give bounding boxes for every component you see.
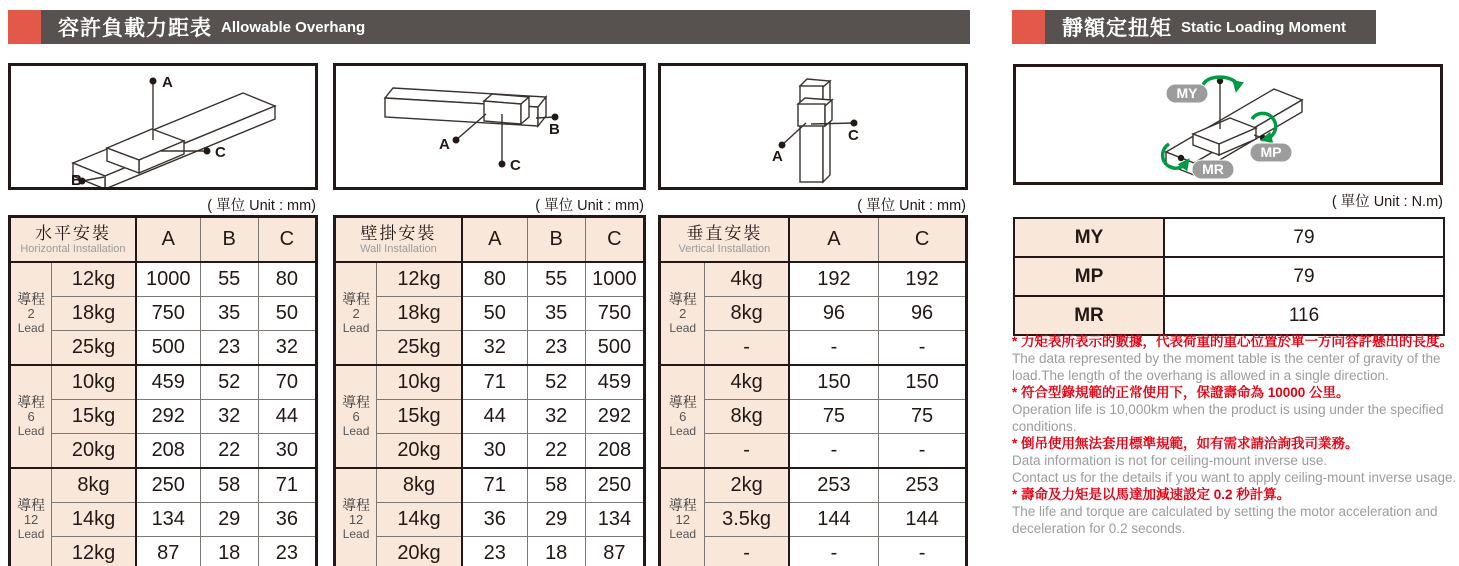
value-c: 500: [585, 331, 644, 366]
col-header-a: A: [462, 217, 527, 263]
load-cell: 15kg: [377, 400, 462, 434]
table-horizontal-installation: [8, 215, 318, 566]
diagram-static-loading-moment: [1013, 64, 1443, 185]
value-a: 80: [462, 262, 527, 297]
lead-group-cell: 導程 2 Lead: [335, 262, 377, 365]
unit-label-mm: ( 單位 Unit : mm): [207, 198, 316, 214]
load-cell: 14kg: [52, 503, 136, 537]
col-header-a: A: [789, 217, 879, 263]
accent-square: [8, 10, 41, 44]
value-b: 55: [200, 262, 258, 297]
value-c: -: [879, 434, 967, 469]
value-c: 80: [258, 262, 316, 297]
value-b: 18: [200, 537, 258, 566]
col-header-c: C: [258, 217, 316, 263]
value-b: 22: [527, 434, 585, 469]
value-a: 500: [136, 331, 200, 366]
value-b: 32: [527, 400, 585, 434]
value-c: 75: [879, 400, 967, 434]
table-wall-installation: [333, 215, 646, 566]
value-c: 87: [585, 537, 644, 566]
value-a: 44: [462, 400, 527, 434]
load-cell: -: [705, 331, 789, 366]
value-c: 144: [879, 503, 967, 537]
load-cell: 20kg: [377, 537, 462, 566]
value-c: 1000: [585, 262, 644, 297]
lead-group-cell: 導程 6 Lead: [10, 365, 52, 468]
note-operation-life: * 符合型錄規範的正常使用下，保證壽命為 10000 公里。 Operation life is 10,000km when the product is using under the specified conditions.: [1012, 385, 1444, 434]
value-a: 23: [462, 537, 527, 566]
value-a: -: [789, 434, 879, 469]
load-cell: 18kg: [52, 297, 136, 331]
load-cell: 25kg: [377, 331, 462, 366]
label-my: MY: [1176, 85, 1198, 101]
value-c: 208: [585, 434, 644, 469]
lead-group-cell: 導程 2 Lead: [660, 262, 705, 365]
col-header-b: B: [527, 217, 585, 263]
label-a: A: [772, 148, 783, 165]
value-b: 52: [200, 365, 258, 400]
value-b: 35: [200, 297, 258, 331]
moment-rail-drawing: [1016, 67, 1440, 182]
moment-value-my: 79: [1164, 218, 1444, 257]
load-cell: 4kg: [705, 365, 789, 400]
moment-label-mr: MR: [1014, 296, 1164, 335]
value-b: 52: [527, 365, 585, 400]
load-cell: 3.5kg: [705, 503, 789, 537]
value-a: 36: [462, 503, 527, 537]
value-b: 29: [527, 503, 585, 537]
load-cell: 2kg: [705, 468, 789, 503]
unit-label-mm: ( 單位 Unit : mm): [535, 198, 644, 214]
section-title-en: Allowable Overhang: [221, 18, 366, 36]
load-cell: 10kg: [377, 365, 462, 400]
value-b: 23: [200, 331, 258, 366]
table-title-cell: 壁掛安裝 Wall Installation: [335, 217, 462, 263]
load-cell: 12kg: [377, 262, 462, 297]
load-cell: 8kg: [377, 468, 462, 503]
accent-square: [1012, 10, 1045, 44]
load-cell: 20kg: [52, 434, 136, 469]
note-acceleration-setting: * 壽命及力矩是以馬達加減速設定 0.2 秒計算。 The life and torque are calculated by setting the motor acceleration and deceleration for 0.2 seconds.: [1012, 487, 1438, 536]
value-c: 44: [258, 400, 316, 434]
value-c: 32: [258, 331, 316, 366]
load-cell: 8kg: [705, 297, 789, 331]
lead-group-cell: 導程 2 Lead: [10, 262, 52, 365]
label-mp: MP: [1260, 144, 1282, 160]
value-a: 50: [462, 297, 527, 331]
load-cell: 8kg: [705, 400, 789, 434]
value-a: 292: [136, 400, 200, 434]
value-a: 144: [789, 503, 879, 537]
value-a: 750: [136, 297, 200, 331]
value-c: 292: [585, 400, 644, 434]
value-a: 30: [462, 434, 527, 469]
load-cell: -: [705, 434, 789, 469]
footnotes: [1012, 333, 1459, 537]
value-b: 32: [200, 400, 258, 434]
horizontal-rail-drawing: [11, 66, 315, 187]
label-c: C: [215, 144, 226, 161]
value-a: 192: [789, 262, 879, 297]
value-a: 1000: [136, 262, 200, 297]
label-a: A: [162, 74, 173, 91]
moment-label-my: MY: [1014, 218, 1164, 257]
load-cell: 14kg: [377, 503, 462, 537]
value-c: 30: [258, 434, 316, 469]
value-c: 192: [879, 262, 967, 297]
section-header-allowable-overhang: [8, 10, 970, 44]
section-title-en: Static Loading Moment: [1181, 18, 1346, 36]
note-overhang-direction: * 力矩表所表示的數據，代表荷重的重心位置於單一方向容許懸出的長度。 The data represented by the moment table is the center of gravity of the load.The length of the overhang is allowed in a single direction.: [1012, 334, 1454, 383]
load-cell: 10kg: [52, 365, 136, 400]
value-a: 250: [136, 468, 200, 503]
load-cell: 12kg: [52, 262, 136, 297]
value-a: -: [789, 537, 879, 566]
load-cell: 8kg: [52, 468, 136, 503]
diagram-vertical-installation: [658, 63, 968, 190]
value-c: 459: [585, 365, 644, 400]
value-c: 36: [258, 503, 316, 537]
label-a: A: [439, 136, 450, 153]
moment-label-mp: MP: [1014, 257, 1164, 296]
value-a: 208: [136, 434, 200, 469]
value-b: 29: [200, 503, 258, 537]
value-a: -: [789, 331, 879, 366]
value-a: 87: [136, 537, 200, 566]
col-header-b: B: [200, 217, 258, 263]
value-c: 70: [258, 365, 316, 400]
moment-value-mp: 79: [1164, 257, 1444, 296]
col-header-a: A: [136, 217, 200, 263]
lead-group-cell: 導程 12 Lead: [335, 468, 377, 566]
value-c: -: [879, 537, 967, 566]
load-cell: 15kg: [52, 400, 136, 434]
section-title-zh: 靜額定扭矩: [1062, 17, 1172, 40]
value-c: 96: [879, 297, 967, 331]
value-a: 71: [462, 468, 527, 503]
table-title-cell: 水平安裝 Horizontal Installation: [10, 217, 136, 263]
value-a: 134: [136, 503, 200, 537]
value-a: 96: [789, 297, 879, 331]
lead-group-cell: 導程 12 Lead: [660, 468, 705, 566]
note-ceiling-mount: * 倒吊使用無法套用標準規範，如有需求請洽詢我司業務。 Data information is not for ceiling-mount inverse use. Contact us for the details if you want to apply ceiling-mount inverse usage.: [1012, 436, 1457, 485]
label-mr: MR: [1202, 161, 1224, 177]
value-b: 22: [200, 434, 258, 469]
unit-label-nm: ( 單位 Unit : N.m): [1331, 194, 1443, 210]
value-b: 35: [527, 297, 585, 331]
value-c: 134: [585, 503, 644, 537]
value-a: 75: [789, 400, 879, 434]
col-header-c: C: [585, 217, 644, 263]
value-b: 58: [527, 468, 585, 503]
unit-label-mm: ( 單位 Unit : mm): [857, 198, 966, 214]
table-static-loading-moment: [1013, 217, 1445, 336]
wall-rail-drawing: [336, 66, 643, 187]
value-b: 18: [527, 537, 585, 566]
load-cell: 12kg: [52, 537, 136, 566]
value-a: 459: [136, 365, 200, 400]
col-header-c: C: [879, 217, 967, 263]
table-title-cell: 垂直安裝 Vertical Installation: [660, 217, 789, 263]
load-cell: -: [705, 537, 789, 566]
load-cell: 18kg: [377, 297, 462, 331]
value-c: 23: [258, 537, 316, 566]
value-a: 32: [462, 331, 527, 366]
label-c: C: [848, 127, 859, 144]
diagram-wall-installation: [333, 63, 646, 190]
value-b: 55: [527, 262, 585, 297]
label-b: B: [71, 172, 82, 187]
value-c: 750: [585, 297, 644, 331]
load-cell: 20kg: [377, 434, 462, 469]
value-c: 150: [879, 365, 967, 400]
moment-value-mr: 116: [1164, 296, 1444, 335]
value-c: 50: [258, 297, 316, 331]
lead-group-cell: 導程 6 Lead: [335, 365, 377, 468]
section-header-static-loading-moment: [1012, 10, 1376, 44]
label-c: C: [510, 157, 521, 174]
value-b: 58: [200, 468, 258, 503]
vertical-rail-drawing: [661, 66, 965, 187]
value-b: 23: [527, 331, 585, 366]
value-c: 71: [258, 468, 316, 503]
section-title-zh: 容許負載力距表: [58, 17, 212, 40]
lead-group-cell: 導程 6 Lead: [660, 365, 705, 468]
diagram-horizontal-installation: [8, 63, 318, 190]
value-c: 253: [879, 468, 967, 503]
value-c: -: [879, 331, 967, 366]
load-cell: 25kg: [52, 331, 136, 366]
label-b: B: [549, 121, 560, 138]
value-a: 71: [462, 365, 527, 400]
value-c: 250: [585, 468, 644, 503]
table-vertical-installation: [658, 215, 968, 566]
value-a: 253: [789, 468, 879, 503]
value-a: 150: [789, 365, 879, 400]
lead-group-cell: 導程 12 Lead: [10, 468, 52, 566]
load-cell: 4kg: [705, 262, 789, 297]
